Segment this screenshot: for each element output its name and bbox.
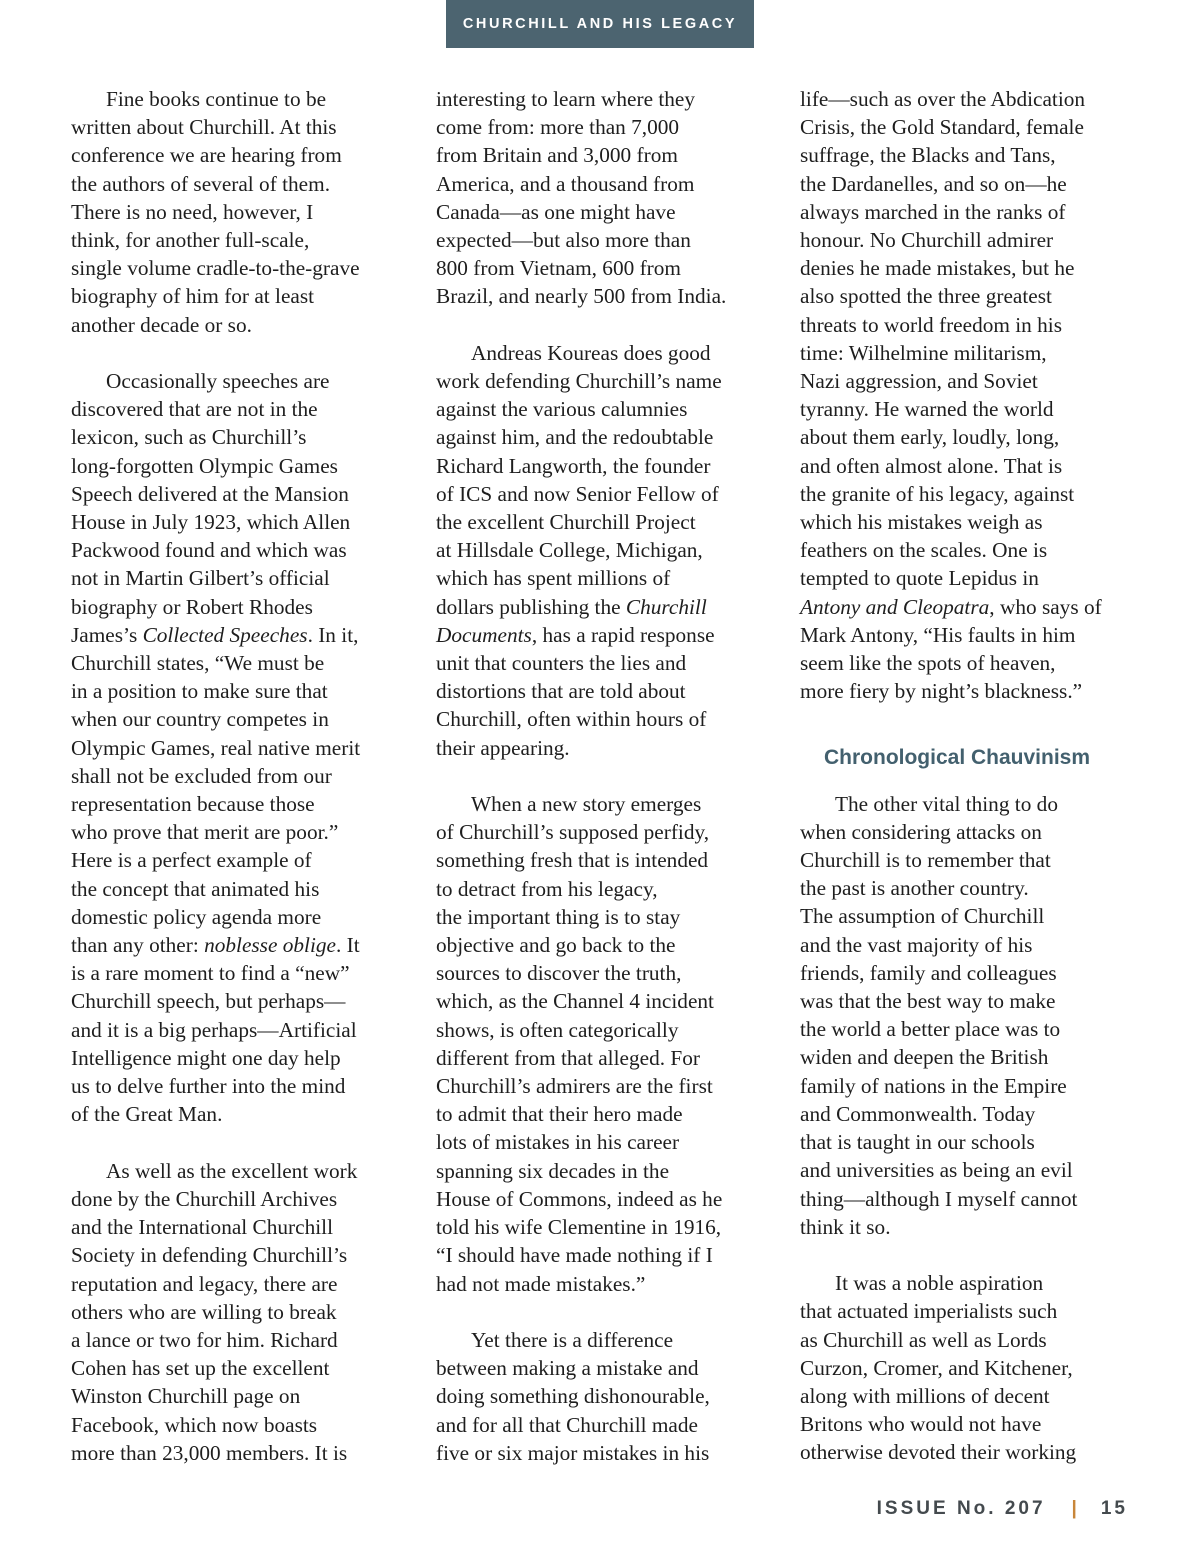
text-line: Documents, has a rapid response [436, 622, 715, 647]
text-line: something fresh that is intended [436, 848, 709, 873]
text-line: time: Wilhelmine militarism, [800, 340, 1047, 365]
text-line: America, and a thousand from [436, 171, 695, 196]
text-line: shows, is often categorically [436, 1017, 679, 1042]
article-column-2 [436, 85, 771, 1495]
text-line: and Commonwealth. Today [800, 1101, 1036, 1126]
text-line: when our country competes in [71, 707, 329, 732]
text-line: the authors of several of them. [71, 171, 331, 196]
text-line: unit that counters the lies and [436, 651, 687, 676]
text-line: which, as the Channel 4 incident [436, 989, 714, 1014]
text-line: to detract from his legacy, [436, 876, 658, 901]
footer-separator: | [1071, 1498, 1077, 1519]
text-line: was that the best way to make [800, 989, 1056, 1014]
text-line: the important thing is to stay [436, 904, 681, 929]
text-line: tempted to quote Lepidus in [800, 566, 1039, 591]
text-line: The assumption of Churchill [800, 904, 1045, 929]
text-line: family of nations in the Empire [800, 1073, 1067, 1098]
text-line: Cohen has set up the excellent [71, 1356, 330, 1381]
text-line: Society in defending Churchill’s [71, 1243, 348, 1268]
text-line: Churchill’s admirers are the first [436, 1074, 713, 1099]
text-line: single volume cradle-to-the-grave [71, 256, 360, 281]
text-line: representation because those [71, 792, 315, 817]
text-line: that actuated imperialists such [800, 1299, 1058, 1324]
text-line: reputation and legacy, there are [71, 1271, 338, 1296]
text-line: Churchill states, “We must be [71, 651, 325, 676]
text-line: Nazi aggression, and Soviet [800, 369, 1038, 394]
text-line: more fiery by night’s blackness.” [800, 679, 1083, 704]
text-line: Britons who would not have [800, 1412, 1042, 1437]
text-line: interesting to learn where they [436, 87, 696, 111]
text-line: House in July 1923, which Allen [71, 510, 351, 535]
text-line: discovered that are not in the [71, 397, 318, 422]
text-line: It was a noble aspiration [835, 1271, 1044, 1296]
text-line: Brazil, and nearly 500 from India. [436, 284, 727, 309]
text-line: which his mistakes weigh as [800, 510, 1043, 535]
text-line: the Dardanelles, and so on—he [800, 171, 1067, 196]
text-line: another decade or so. [71, 312, 252, 337]
text-line: otherwise devoted their working [800, 1440, 1077, 1465]
text-line: Mark Antony, “His faults in him [800, 622, 1076, 647]
text-line: Winston Churchill page on [71, 1384, 301, 1409]
text-line: Andreas Koureas does good [471, 340, 711, 365]
running-header-title: CHURCHILL AND HIS LEGACY [462, 16, 738, 32]
text-line: different from that alleged. For [436, 1045, 700, 1070]
running-header [446, 0, 754, 48]
text-line: Speech delivered at the Mansion [71, 481, 349, 506]
text-line: domestic policy agenda more [71, 904, 322, 929]
page-footer [877, 1498, 1128, 1520]
paragraph [436, 790, 771, 1298]
text-line: come from: more than 7,000 [436, 115, 680, 140]
text-line: Canada—as one might have [436, 199, 676, 224]
text-line: the world a better place was to [800, 1017, 1061, 1042]
paragraph [436, 85, 771, 311]
text-line: expected—but also more than [436, 228, 691, 253]
text-line: Churchill, often within hours of [436, 707, 707, 732]
text-line: along with millions of decent [800, 1383, 1050, 1408]
text-line: spanning six decades in the [436, 1158, 670, 1183]
text-line: the excellent Churchill Project [436, 510, 696, 535]
text-line: and the vast majority of his [800, 932, 1033, 957]
text-line: thing—although I myself cannot [800, 1186, 1078, 1211]
text-line: 800 from Vietnam, 600 from [436, 256, 681, 281]
text-line: dollars publishing the Churchill [436, 594, 707, 619]
text-line: between making a mistake and [436, 1356, 699, 1381]
text-line: in a position to make sure that [71, 679, 328, 704]
text-line: “I should have made nothing if I [436, 1243, 713, 1268]
text-line: think it so. [800, 1214, 891, 1239]
text-line: Curzon, Cromer, and Kitchener, [800, 1355, 1073, 1380]
text-line: the past is another country. [800, 876, 1029, 901]
text-line: denies he made mistakes, but he [800, 256, 1075, 281]
text-line: others who are willing to break [71, 1299, 337, 1324]
text-line: think, for another full-scale, [71, 228, 310, 253]
paragraph [800, 85, 1135, 705]
text-line: Churchill speech, but perhaps— [71, 989, 346, 1014]
text-line: written about Churchill. At this [71, 115, 337, 140]
text-line: threats to world freedom in his [800, 312, 1063, 337]
text-line: a lance or two for him. Richard [71, 1327, 338, 1352]
text-line: Here is a perfect example of [71, 848, 312, 873]
text-line: Fine books continue to be [106, 87, 327, 111]
text-line: seem like the spots of heaven, [800, 651, 1056, 676]
text-line: is a rare moment to find a “new” [71, 961, 350, 986]
text-line: sources to discover the truth, [436, 961, 682, 986]
paragraph [71, 85, 406, 339]
text-line: who prove that merit are poor.” [71, 820, 339, 845]
text-line: of the Great Man. [71, 1102, 223, 1127]
text-line: as Churchill as well as Lords [800, 1327, 1047, 1352]
text-line: of Churchill’s supposed perfidy, [436, 820, 710, 845]
text-line: Richard Langworth, the founder [436, 453, 711, 478]
paragraph [436, 339, 771, 762]
text-line: When a new story emerges [471, 792, 702, 817]
text-line: more than 23,000 members. It is [71, 1440, 348, 1465]
text-line: honour. No Churchill admirer [800, 228, 1054, 253]
text-line: objective and go back to the [436, 933, 676, 958]
text-line: than any other: noblesse oblige. It [71, 933, 360, 958]
text-line: and the International Churchill [71, 1215, 333, 1240]
text-line: Facebook, which now boasts [71, 1412, 318, 1437]
text-line: widen and deepen the British [800, 1045, 1049, 1070]
text-line: There is no need, however, I [71, 199, 314, 224]
text-line: James’s Collected Speeches. In it, [71, 622, 359, 647]
text-line: biography of him for at least [71, 284, 315, 309]
paragraph [800, 790, 1135, 1241]
text-line: about them early, loudly, long, [800, 425, 1060, 450]
text-line: suffrage, the Blacks and Tans, [800, 143, 1056, 168]
text-line: to admit that their hero made [436, 1102, 683, 1127]
issue-number: ISSUE No. 207 [876, 1498, 1046, 1519]
text-line: Occasionally speeches are [106, 369, 330, 394]
text-line: Yet there is a difference [471, 1327, 674, 1352]
text-line: also spotted the three greatest [800, 284, 1052, 309]
article-column-1 [71, 85, 406, 1495]
text-line: The other vital thing to do [835, 791, 1058, 816]
text-line: Churchill is to remember that [800, 848, 1051, 873]
text-line: and it is a big perhaps—Artificial [71, 1017, 357, 1042]
text-line: five or six major mistakes in his [436, 1440, 710, 1465]
text-line: told his wife Clementine in 1916, [436, 1215, 722, 1240]
paragraph [436, 1326, 771, 1467]
text-line: shall not be excluded from our [71, 763, 332, 788]
text-line: their appearing. [436, 735, 570, 760]
text-line: done by the Churchill Archives [71, 1186, 338, 1211]
text-line: against him, and the redoubtable [436, 425, 714, 450]
text-line: biography or Robert Rhodes [71, 594, 313, 619]
text-line: tyranny. He warned the world [800, 397, 1054, 422]
text-line: and often almost alone. That is [800, 453, 1063, 478]
text-line: always marched in the ranks of [800, 199, 1066, 224]
text-line: Olympic Games, real native merit [71, 735, 361, 760]
text-line: Crisis, the Gold Standard, female [800, 115, 1084, 140]
text-line: doing something dishonourable, [436, 1384, 710, 1409]
text-line: friends, family and colleagues [800, 960, 1057, 985]
text-line: House of Commons, indeed as he [436, 1186, 723, 1211]
text-line: Intelligence might one day help [71, 1045, 341, 1070]
text-line: the granite of his legacy, against [800, 481, 1075, 506]
text-line: work defending Churchill’s name [436, 369, 722, 394]
text-line: when considering attacks on [800, 819, 1042, 844]
text-line: had not made mistakes.” [436, 1271, 646, 1296]
text-line: lots of mistakes in his career [436, 1130, 680, 1155]
page-number: 15 [1100, 1498, 1128, 1519]
paragraph [71, 367, 406, 1128]
paragraph [800, 1269, 1135, 1466]
text-line: the concept that animated his [71, 876, 320, 901]
text-line: long-forgotten Olympic Games [71, 453, 338, 478]
text-line: lexicon, such as Churchill’s [71, 425, 307, 450]
text-line: of ICS and now Senior Fellow of [436, 481, 719, 506]
text-line: from Britain and 3,000 from [436, 143, 678, 168]
section-heading: Chronological Chauvinism [824, 745, 1091, 769]
text-line: that is taught in our schools [800, 1130, 1035, 1155]
text-line: against the various calumnies [436, 397, 688, 422]
text-line: not in Martin Gilbert’s official [71, 566, 330, 591]
text-line: Packwood found and which was [71, 538, 347, 563]
article-column-3 [800, 85, 1135, 1495]
text-line: distortions that are told about [436, 679, 686, 704]
text-line: feathers on the scales. One is [800, 538, 1048, 563]
text-line: Antony and Cleopatra, who says of [800, 594, 1102, 619]
text-line: which has spent millions of [436, 566, 671, 591]
paragraph [71, 1157, 406, 1467]
text-line: life—such as over the Abdication [800, 87, 1086, 111]
text-line: and for all that Churchill made [436, 1412, 698, 1437]
text-line: at Hillsdale College, Michigan, [436, 538, 703, 563]
text-line: conference we are hearing from [71, 143, 342, 168]
text-line: As well as the excellent work [106, 1158, 358, 1183]
text-line: and universities as being an evil [800, 1158, 1073, 1183]
text-line: us to delve further into the mind [71, 1074, 346, 1099]
